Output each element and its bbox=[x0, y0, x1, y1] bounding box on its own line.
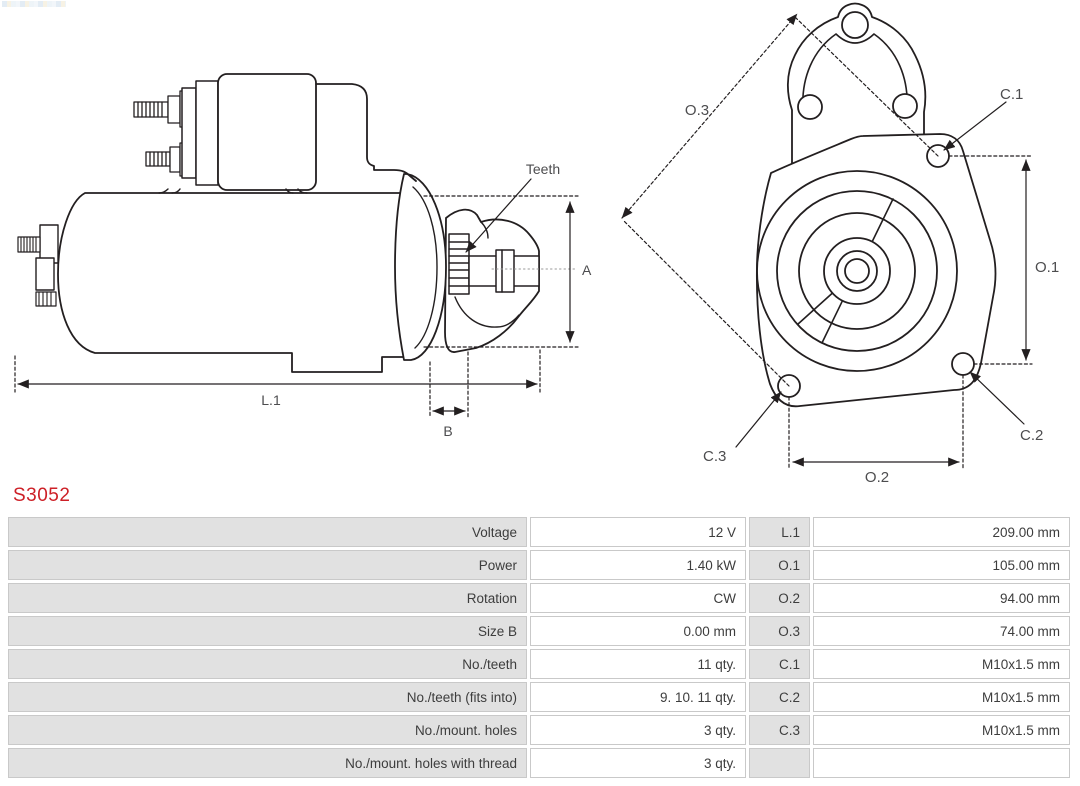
spec-value: 9. 10. 11 qty. bbox=[530, 682, 746, 712]
spec-dim-value: M10x1.5 mm bbox=[813, 649, 1070, 679]
motor-body bbox=[58, 193, 412, 372]
dimension-l1 bbox=[15, 350, 540, 392]
callout-c1 bbox=[944, 102, 1006, 150]
spec-dim-label: C.2 bbox=[749, 682, 810, 712]
spec-value: CW bbox=[530, 583, 746, 613]
hole-c2 bbox=[952, 353, 974, 375]
label-c2: C.2 bbox=[1020, 427, 1044, 444]
dome-top-hole bbox=[842, 12, 868, 38]
pinion-teeth bbox=[449, 234, 469, 294]
solenoid-bracket bbox=[316, 84, 416, 181]
label-o3: O.3 bbox=[684, 102, 710, 119]
spec-dim-value: 74.00 mm bbox=[813, 616, 1070, 646]
spec-dim-label: C.3 bbox=[749, 715, 810, 745]
spec-table bbox=[8, 517, 1070, 781]
label-a: A bbox=[582, 262, 592, 278]
spec-label: No./teeth bbox=[8, 649, 527, 679]
spec-dim-value: 209.00 mm bbox=[813, 517, 1070, 547]
dome-left-hole bbox=[798, 95, 822, 119]
dome-right-hole bbox=[893, 94, 917, 118]
pinion-shaft bbox=[469, 250, 539, 292]
spec-dim-label: L.1 bbox=[749, 517, 810, 547]
label-o2: O.2 bbox=[864, 469, 890, 486]
spec-label: No./teeth (fits into) bbox=[8, 682, 527, 712]
spec-label: No./mount. holes with thread bbox=[8, 748, 527, 778]
spec-dim-value: 105.00 mm bbox=[813, 550, 1070, 580]
label-c3: C.3 bbox=[703, 448, 727, 465]
table-row bbox=[8, 649, 1070, 679]
spec-label: Voltage bbox=[8, 517, 527, 547]
table-row bbox=[8, 616, 1070, 646]
table-row bbox=[8, 517, 1070, 547]
spec-dim-value bbox=[813, 748, 1070, 778]
spec-label: No./mount. holes bbox=[8, 715, 527, 745]
spec-value: 0.00 mm bbox=[530, 616, 746, 646]
spec-value: 12 V bbox=[530, 517, 746, 547]
spec-dim-value: 94.00 mm bbox=[813, 583, 1070, 613]
spec-value: 1.40 kW bbox=[530, 550, 746, 580]
callout-c2 bbox=[970, 372, 1024, 424]
solenoid bbox=[159, 74, 316, 193]
body-terminal-studs bbox=[18, 225, 58, 306]
spec-dim-label bbox=[749, 748, 810, 778]
table-row bbox=[8, 682, 1070, 712]
spec-dim-value: M10x1.5 mm bbox=[813, 715, 1070, 745]
spec-dim-label: O.2 bbox=[749, 583, 810, 613]
spec-value: 11 qty. bbox=[530, 649, 746, 679]
side-view bbox=[15, 74, 578, 417]
table-row bbox=[8, 583, 1070, 613]
spec-dim-value: M10x1.5 mm bbox=[813, 682, 1070, 712]
front-view bbox=[622, 4, 1032, 469]
spec-label: Power bbox=[8, 550, 527, 580]
spec-dim-label: O.3 bbox=[749, 616, 810, 646]
table-row bbox=[8, 748, 1070, 778]
spec-value: 3 qty. bbox=[530, 748, 746, 778]
label-b: B bbox=[443, 423, 453, 439]
label-c1: C.1 bbox=[1000, 86, 1024, 103]
callout-c3 bbox=[736, 392, 781, 447]
drive-end-bell bbox=[395, 174, 446, 360]
table-row bbox=[8, 550, 1070, 580]
label-l1: L.1 bbox=[261, 392, 281, 408]
spec-value: 3 qty. bbox=[530, 715, 746, 745]
table-row bbox=[8, 715, 1070, 745]
label-o1: O.1 bbox=[1035, 259, 1060, 276]
spec-label: Size B bbox=[8, 616, 527, 646]
part-number: S3052 bbox=[13, 485, 71, 506]
spec-dim-label: C.1 bbox=[749, 649, 810, 679]
label-teeth: Teeth bbox=[525, 161, 561, 177]
spec-dim-label: O.1 bbox=[749, 550, 810, 580]
spec-label: Rotation bbox=[8, 583, 527, 613]
